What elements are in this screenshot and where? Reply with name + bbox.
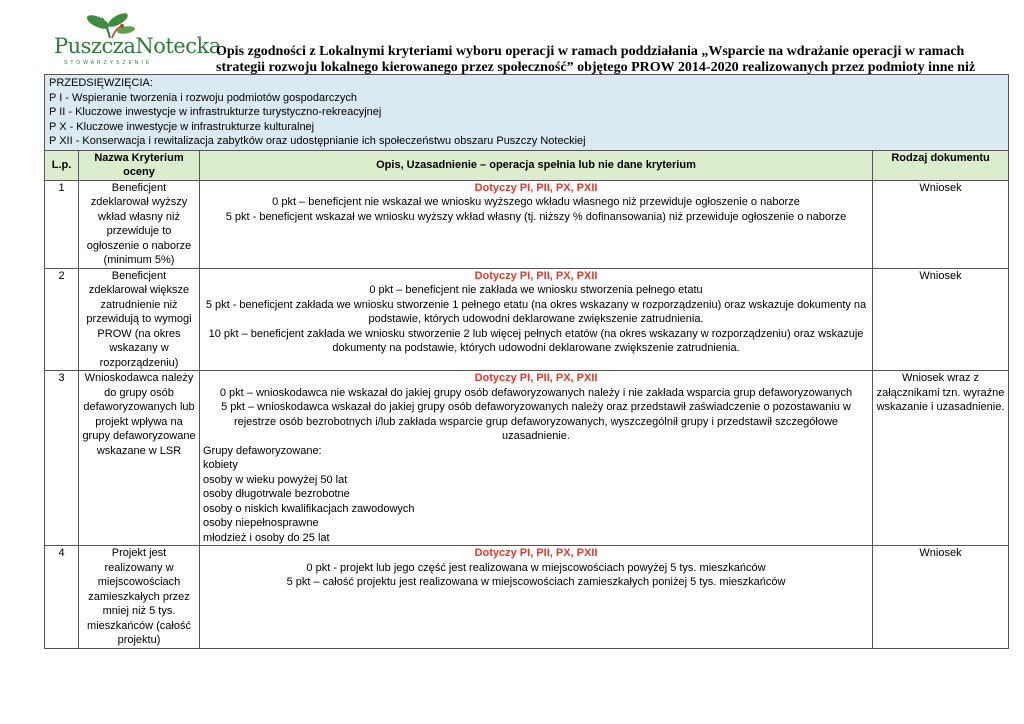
row-number: 4 [45, 546, 79, 649]
priority-item: P X - Kluczowe inwestycje w infrastrukturze kulturalnej [49, 120, 315, 133]
document-type: Wniosek [873, 180, 1009, 268]
table-header-row [45, 150, 1009, 180]
criterion-name: Wnioskodawca należy do grupy osób defaworyzowanych lub projekt wpływa na grupy defaworyzowane wskazane w LSR [79, 371, 200, 546]
applies-to-label: Dotyczy PI, PII, PX, PXII [474, 181, 598, 194]
priorities-heading: PRZEDSIĘWZIĘCIA: [49, 77, 153, 89]
scoring-description: 0 pkt – beneficjent nie wskazał we wniosku wyższego wkładu własnego niż przewiduje ogłoszenie o naborze 5 pkt - beneficjent wskazał we wniosku wyższy wkład własny (tj. niższy % dofinansowania) niż przewiduje ogłoszenie o naborze [225, 196, 847, 223]
priorities-row [45, 75, 1009, 151]
document-type: Wniosek [873, 546, 1009, 649]
scoring-description: 0 pkt - projekt lub jego część jest realizowana w miejscowościach powyżej 5 tys. mieszkańców 5 pkt – całość projektu jest realizowana w miejscowościach zamieszkałych poniżej 5 tys. mieszkańców [286, 561, 786, 588]
logo-subtitle: STOWARZYSZENIE [64, 60, 153, 66]
disadvantaged-groups-list: Grupy defaworyzowane: kobiety osoby w wieku powyżej 50 lat osoby długotrwale bezrobotne osoby o niskich kwalifikacjach zawodowych osoby niepełnosprawne młodzież i osoby do 25 lat [203, 444, 415, 544]
document-title: Opis zgodności z Lokalnymi kryteriami wyboru operacji w ramach poddziałania „Wsparcie na wdrażanie operacji w ramach strategii rozwoju lokalnego kierowanego przez społeczność” objętego PROW 2014-2020 realizowanych przez podmioty inne niż [216, 44, 976, 75]
header-document-type: Rodzaj dokumentu [873, 150, 1009, 180]
document-type: Wniosek [873, 268, 1009, 371]
criterion-name: Projekt jest realizowany w miejscowościach zamieszkałych przez mniej niż 5 tys. mieszkańców (całość projektu) [79, 546, 200, 649]
header-criterion-name: Nazwa Kryterium oceny [79, 150, 200, 180]
scoring-description: 0 pkt – wnioskodawca nie wskazał do jakiej grupy osób defaworyzowanych należy i nie zakłada wsparcia grup defaworyzowanych 5 pkt – wnioskodawca wskazał do jakiej grupy osób defaworyzowanych należy oraz przedstawił zaświadczenie o pozostawaniu w rejestrze osób bezrobotnych i/lub zakłada wsparcie grup defaworyzowanych, wyszczególnił grupy i przedstawił szczegółowe uzasadnienie. [219, 386, 853, 442]
applies-to-label: Dotyczy PI, PII, PX, PXII [474, 547, 598, 559]
document-type: Wniosek wraz z załącznikami tzn. wyraźne wskazanie i uzasadnienie. [873, 371, 1009, 546]
criteria-table [44, 74, 1009, 649]
applies-to-label: Dotyczy PI, PII, PX, PXII [474, 372, 598, 384]
table-row [45, 546, 1009, 649]
criterion-name: Beneficjent zdeklarował wyższy wkład własny niż przewiduje to ogłoszenie o naborze (minimum 5%) [79, 180, 200, 268]
scoring-description: 0 pkt – beneficjent nie zakłada we wniosku stworzenia pełnego etatu 5 pkt - beneficjent zakłada we wniosku stworzenie 1 pełnego etatu (na okres wskazany w rozporządzeniu) oraz wskazuje dokumenty na podstawie, których udowodni deklarowane zwiększenie zatrudnienia. 10 pkt – beneficjent zakłada we wniosku stworzenie 2 lub więcej pełnych etatów (na okres wskazany w rozporządzeniu) oraz wskazuje dokumenty na podstawie, których udowodni deklarowane zwiększenie zatrudnienia. [205, 284, 867, 354]
row-number: 2 [45, 268, 79, 371]
priority-item: P XII - Konserwacja i rewitalizacja zabytków oraz udostępnianie ich społeczeństwu obszaru Puszczy Noteckiej [49, 135, 586, 147]
criterion-description-cell [200, 180, 873, 268]
logo-wordmark: PuszczaNotecka [54, 34, 221, 58]
table-row [45, 268, 1009, 371]
priority-item: P II - Kluczowe inwestycje w infrastrukturze turystyczno-rekreacyjnej [49, 106, 382, 118]
priorities-cell [45, 75, 1009, 151]
priority-item: P I - Wspieranie tworzenia i rozwoju podmiotów gospodarczych [49, 91, 357, 104]
table-row [45, 180, 1009, 268]
applies-to-label: Dotyczy PI, PII, PX, PXII [474, 269, 598, 282]
row-number: 1 [45, 180, 79, 268]
criterion-description-cell [200, 546, 873, 649]
row-number: 3 [45, 371, 79, 546]
criterion-description-cell [200, 268, 873, 371]
criterion-description-cell [200, 371, 873, 546]
table-row [45, 371, 1009, 546]
organization-logo [50, 8, 221, 68]
header-lp: L.p. [45, 150, 79, 180]
header-description: Opis, Uzasadnienie – operacja spełnia lub nie dane kryterium [200, 150, 873, 180]
criterion-name: Beneficjent zdeklarował większe zatrudnienie niż przewidują to wymogi PROW (na okres wskazany w rozporządzeniu) [79, 268, 200, 371]
